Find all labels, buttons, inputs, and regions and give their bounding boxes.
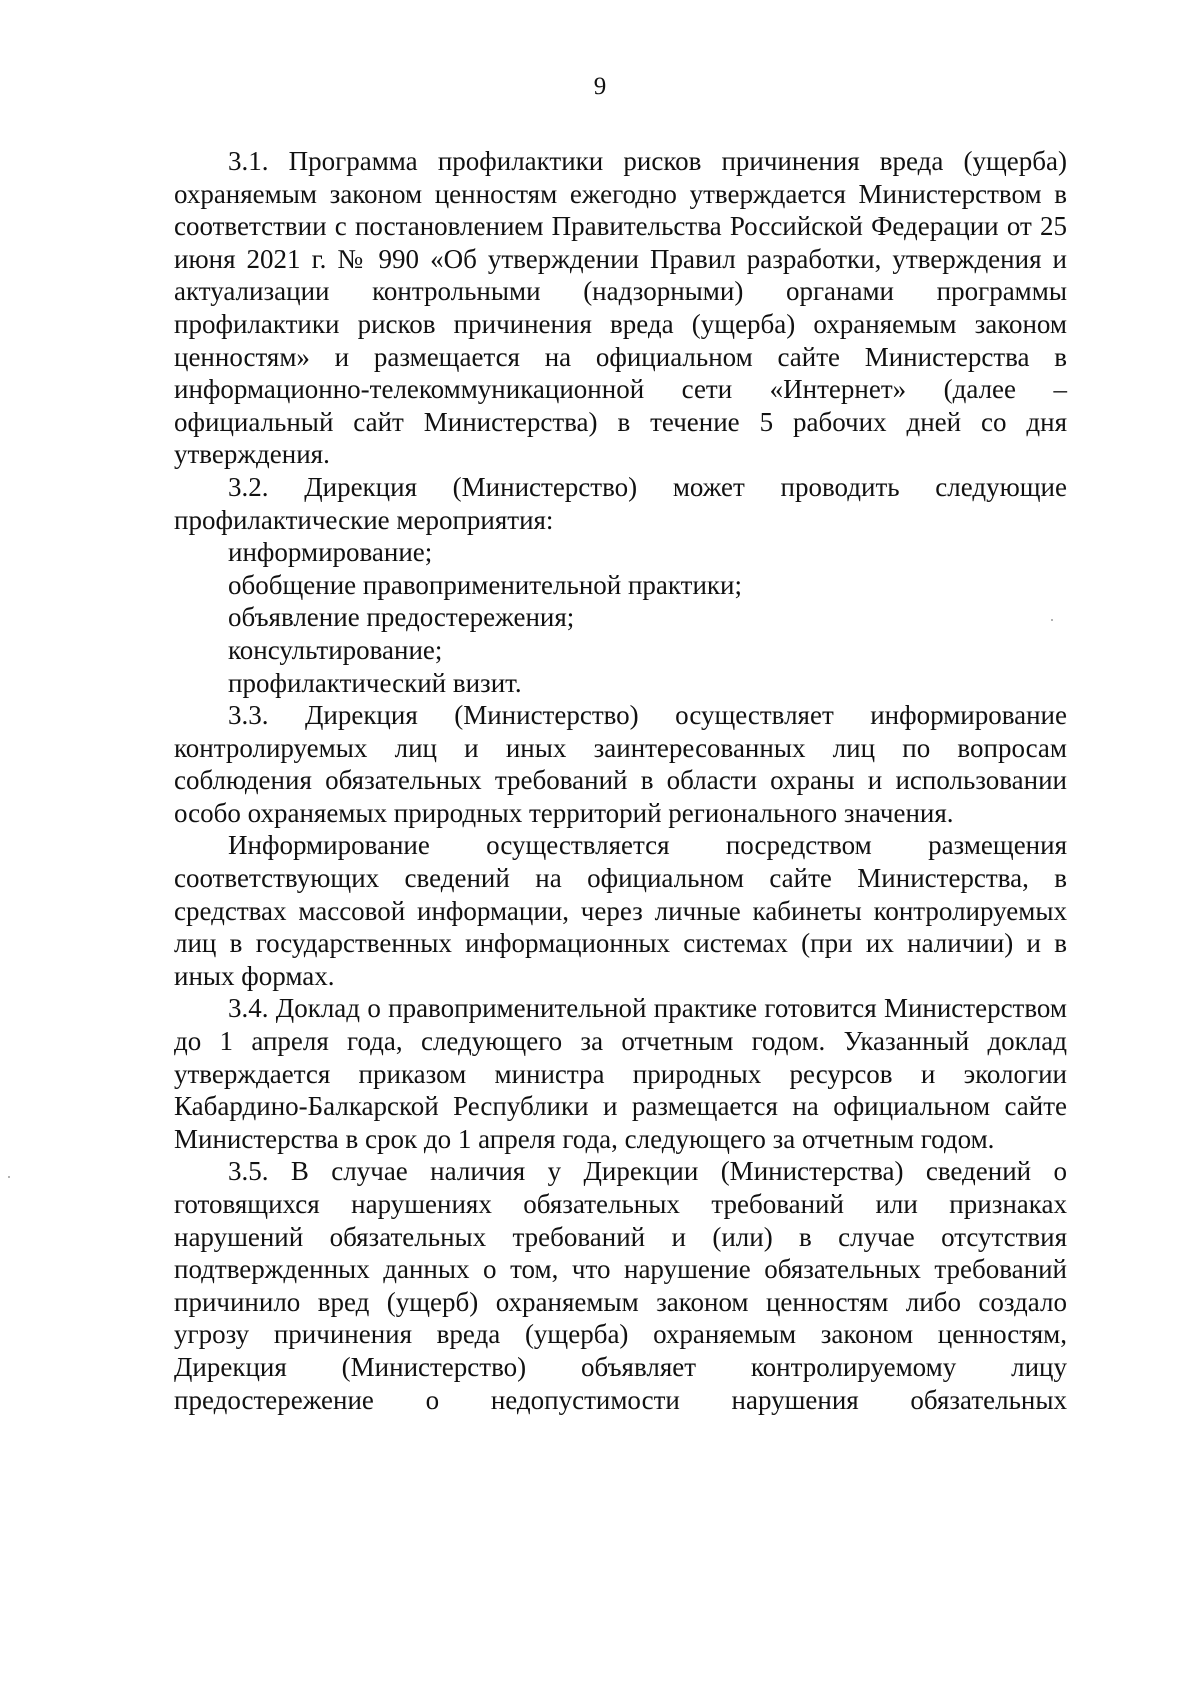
list-item-generalization: обобщение правоприменительной практики; [228, 569, 742, 600]
paragraph-3-5: 3.5. В случае наличия у Дирекции (Министерства) сведений о готовящихся нарушениях обязательных требований или признаках нарушений обязательных требований и (или) в случае отсутствия подтвержденных данных о том, что нарушение обязательных требований причинило вред (ущерб) охраняемым законом ценностям либо создало угрозу причинения вреда (ущерба) охраняемым законом ценностям, Дирекция (Министерство) объявляет контролируемому лицу предостережение о недопустимости нарушения обязательных [174, 1156, 1067, 1415]
paragraph-3-4: 3.4. Доклад о правоприменительной практике готовится Министерством до 1 апреля года, следующего за отчетным годом. Указанный доклад утверждается приказом министра природных ресурсов и экологии Кабардино-Балкарской Республики и размещается на официальном сайте Министерства в срок до 1 апреля года, следующего за отчетным годом. [174, 993, 1067, 1154]
paragraph-3-2: 3.2. Дирекция (Министерство) может проводить следующие профилактические мероприятия: [174, 471, 1067, 535]
paragraph-3-1: 3.1. Программа профилактики рисков причинения вреда (ущерба) охраняемым законом ценностям ежегодно утверждается Министерством в соответствии с постановлением Правительства Российской Федерации от 25 июня 2021 г. № 990 «Об утверждении Правил разработки, утверждения и актуализации контрольными (надзорными) органами программы профилактики рисков причинения вреда (ущерба) охраняемым законом ценностям» и размещается на официальном сайте Министерства в информационно-телекоммуникационной сети «Интернет» (далее – официальный сайт Министерства) в течение 5 рабочих дней со дня утверждения. [174, 146, 1067, 470]
paragraph-3-3: 3.3. Дирекция (Министерство) осуществляет информирование контролируемых лиц и иных заинтересованных лиц по вопросам соблюдения обязательных требований в области охраны и использовании особо охраняемых природных территорий регионального значения. [174, 700, 1067, 828]
list-item-consulting: консультирование; [228, 634, 443, 665]
scan-speck [1051, 619, 1053, 621]
list-item-warning: объявление предостережения; [228, 602, 575, 633]
scan-speck [8, 1176, 10, 1178]
page-number: 9 [593, 73, 607, 100]
list-item-preventive-visit: профилактический визит. [228, 667, 522, 698]
paragraph-informing-means: Информирование осуществляется посредством размещения соответствующих сведений на официальном сайте Министерства, в средствах массовой информации, через личные кабинеты контролируемых лиц в государственных информационных системах (при их наличии) и в иных формах. [174, 830, 1067, 991]
list-item-informing: информирование; [228, 537, 433, 568]
document-body [174, 145, 1067, 1416]
